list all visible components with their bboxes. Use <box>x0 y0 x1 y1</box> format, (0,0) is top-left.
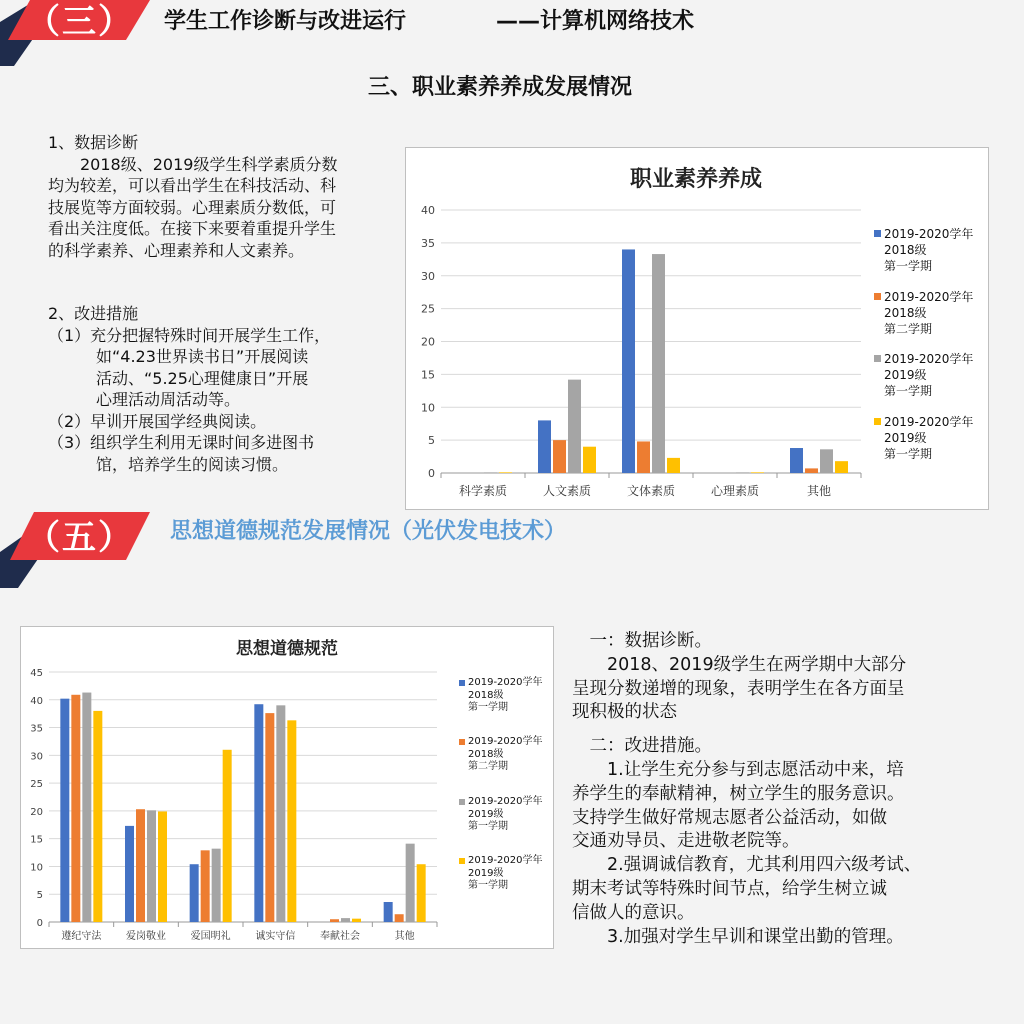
chart1-title: 职业素养养成 <box>629 167 763 192</box>
chart1-bar <box>835 461 848 473</box>
chart1-category-label: 人文素质 <box>542 484 592 498</box>
legend2-1-line-2: 2018级 <box>468 689 504 701</box>
legend-swatch-4 <box>874 418 881 425</box>
right-line-5 <box>572 725 1012 735</box>
chart2-ytick-label: 15 <box>30 834 43 846</box>
heading-diagnosis: 1、数据诊断 <box>48 133 139 152</box>
page-title: 学生工作诊断与改进运行 <box>164 9 407 34</box>
diag-line-1: 2018级、2019级学生科学素质分数 <box>48 154 338 174</box>
measure-line-2: 如“4.23世界读书日”开展阅读 <box>48 347 309 366</box>
legend2-swatch-4 <box>459 858 465 864</box>
chart2-category-label: 爱国明礼 <box>190 931 231 942</box>
chart2-bar <box>341 918 350 922</box>
chart1-ytick-label: 15 <box>421 368 435 382</box>
chart2-ytick-label: 0 <box>36 918 43 929</box>
chart2-bar <box>276 705 285 922</box>
chart2-ytick-label: 45 <box>30 668 43 679</box>
legend-2-line-1: 2019-2020学年 <box>884 290 974 304</box>
chart2-bar <box>190 864 199 922</box>
chart2-ytick-label: 5 <box>36 890 43 902</box>
chart2-bar <box>136 809 145 922</box>
legend2-2-line-2: 2018级 <box>468 748 504 760</box>
diag-line-3: 技展览等方面较弱。心理素质分数低，可 <box>48 197 337 217</box>
legend-1-line-1: 2019-2020学年 <box>884 227 974 241</box>
section-banner-five <box>0 512 150 588</box>
legend-3-line-3: 第一学期 <box>884 384 933 398</box>
chart2-bar <box>395 914 404 922</box>
chart2-bar <box>201 850 210 922</box>
chart2-ytick-label: 30 <box>30 751 43 763</box>
section-banner-top <box>0 0 150 66</box>
chart1-bar <box>637 441 650 473</box>
chart2-bar <box>158 811 167 922</box>
chart1-bar <box>553 440 566 473</box>
chart2-bar <box>93 711 102 922</box>
right-line-1: 一：数据诊断。 <box>572 631 712 651</box>
chart2-bar <box>71 695 80 922</box>
right-line-7: 1.让学生充分参与到志愿活动中来，培 <box>572 759 904 780</box>
chart2-category-label: 遵纪守法 <box>61 931 102 942</box>
section2-title: 思想道德规范发展情况（光伏发电技术） <box>170 519 567 544</box>
left-text-block <box>48 132 408 475</box>
chart1-bar <box>499 472 512 473</box>
chart2-ytick-label: 40 <box>30 695 43 707</box>
chart2-category-label: 诚实守信 <box>255 931 296 942</box>
right-line-4: 现积极的状态 <box>572 702 677 723</box>
chart1-bar <box>751 472 764 473</box>
chart1-bar <box>667 458 680 473</box>
chart2-bar <box>212 849 221 922</box>
chart2-title: 思想道德规范 <box>236 639 338 659</box>
chart-professional-quality <box>405 147 989 510</box>
chart2-bar <box>384 902 393 922</box>
chart2-bar <box>287 720 296 922</box>
chart1-ytick-label: 40 <box>421 204 435 217</box>
chart2-bar <box>82 693 91 922</box>
chart1-bar <box>538 420 551 473</box>
measure-line-1: （1）充分把握特殊时间开展学生工作， <box>48 325 331 345</box>
legend-2-line-3: 第二学期 <box>884 322 933 336</box>
chart2-ytick-label: 20 <box>30 806 43 818</box>
legend2-1-line-1: 2019-2020学年 <box>468 677 543 688</box>
chart1-bar <box>583 447 596 473</box>
legend2-swatch-3 <box>459 799 465 805</box>
legend2-3-line-2: 2019级 <box>468 808 504 820</box>
legend-2-line-2: 2018级 <box>884 306 927 320</box>
chart1-category-label: 科学素质 <box>458 484 508 498</box>
chart1-bar <box>484 472 497 473</box>
legend2-swatch-1 <box>459 680 465 686</box>
chart2-ytick-label: 10 <box>30 862 43 874</box>
right-line-11: 2.强调诚信教育，尤其利用四六级考试、 <box>572 855 922 876</box>
legend2-3-line-1: 2019-2020学年 <box>468 796 543 807</box>
chart2-bar <box>352 919 361 922</box>
chart1-bar <box>820 449 833 473</box>
right-text-block <box>572 630 1012 949</box>
chart2-category-label: 其他 <box>394 931 415 942</box>
measure-line-5: （2）早训开展国学经典阅读。 <box>48 411 267 431</box>
legend-3-line-2: 2019级 <box>884 368 927 382</box>
heading-measures: 2、改进措施 <box>48 304 139 323</box>
section-title: 三、职业素养养成发展情况 <box>367 75 632 100</box>
chart2-bar <box>417 864 426 922</box>
legend-1-line-2: 2018级 <box>884 243 927 257</box>
diag-line-5: 的科学素养、心理素养和人文素养。 <box>48 240 305 260</box>
chart2-bar <box>60 699 69 922</box>
chart2-bar <box>125 826 134 922</box>
chart2-bar <box>147 810 156 922</box>
legend2-4-line-1: 2019-2020学年 <box>468 855 543 866</box>
banner-label-2: （五） <box>26 518 134 558</box>
chart2-ytick-label: 35 <box>30 723 43 735</box>
legend-4-line-2: 2019级 <box>884 431 927 445</box>
chart2-bar <box>254 704 263 922</box>
chart2-category-label: 爱岗敬业 <box>126 931 166 942</box>
measure-line-6: （3）组织学生利用无课时间多进图书 <box>48 433 315 452</box>
chart1-ytick-label: 5 <box>428 434 435 448</box>
right-line-10: 交通劝导员、走进敬老院等。 <box>572 831 800 852</box>
legend2-1-line-3: 第一学期 <box>468 702 508 713</box>
measure-line-7: 馆，培养学生的阅读习惯。 <box>48 454 289 474</box>
legend-4-line-3: 第一学期 <box>884 447 933 461</box>
chart1-bar <box>652 254 665 473</box>
chart1-bar <box>805 468 818 473</box>
legend-swatch-2 <box>874 293 881 300</box>
legend-1-line-3: 第一学期 <box>884 259 933 273</box>
right-line-3: 呈现分数递增的现象，表明学生在各方面呈 <box>572 678 905 699</box>
measure-line-4: 心理活动周活动等。 <box>48 390 241 409</box>
legend2-2-line-3: 第二学期 <box>468 761 508 772</box>
chart1-bar <box>622 249 635 473</box>
legend2-swatch-2 <box>459 739 465 745</box>
right-line-14: 3.加强对学生早训和课堂出勤的管理。 <box>572 926 904 947</box>
chart2-ytick-label: 25 <box>30 779 43 791</box>
chart2-bar <box>223 750 232 922</box>
legend2-3-line-3: 第一学期 <box>468 821 508 832</box>
chart1-category-label: 心理素质 <box>710 484 760 498</box>
chart1-ytick-label: 30 <box>421 269 435 283</box>
right-line-2: 2018、2019级学生在两学期中大部分 <box>572 654 907 675</box>
chart2-svg <box>21 627 553 948</box>
chart1-bar <box>736 472 749 473</box>
chart2-category-label: 奉献社会 <box>320 931 360 942</box>
legend2-2-line-1: 2019-2020学年 <box>468 736 543 747</box>
right-line-13: 信做人的意识。 <box>572 902 695 923</box>
legend2-4-line-3: 第一学期 <box>468 880 508 891</box>
page-subtitle: ——计算机网络技术 <box>496 9 695 34</box>
chart1-ytick-label: 25 <box>421 302 435 316</box>
right-line-6: 二：改进措施。 <box>572 736 712 757</box>
chart1-ytick-label: 35 <box>421 236 435 250</box>
chart1-bar <box>790 448 803 473</box>
banner-label: （三） <box>26 2 134 42</box>
legend-swatch-1 <box>874 230 881 237</box>
chart1-ytick-label: 20 <box>421 335 435 349</box>
chart1-ytick-label: 0 <box>428 467 435 480</box>
legend-swatch-3 <box>874 355 881 362</box>
chart2-bar <box>406 844 415 922</box>
chart2-bar <box>330 919 339 922</box>
right-line-12: 期末考试等特殊时间节点，给学生树立诚 <box>572 878 887 899</box>
right-line-8: 养学生的奉献精神，树立学生的服务意识。 <box>572 783 905 804</box>
legend2-4-line-2: 2019级 <box>468 867 504 879</box>
right-line-9: 支持学生做好常规志愿者公益活动，如做 <box>572 807 887 828</box>
chart1-bar <box>568 380 581 473</box>
legend-3-line-1: 2019-2020学年 <box>884 352 974 366</box>
measure-line-3: 活动、“5.25心理健康日”开展 <box>48 368 309 388</box>
chart2-bar <box>265 713 274 922</box>
diag-line-2: 均为较差，可以看出学生在科技活动、科 <box>48 176 337 195</box>
diag-line-4: 看出关注度低。在接下来要着重提升学生 <box>48 219 337 238</box>
legend-4-line-1: 2019-2020学年 <box>884 415 974 429</box>
chart1-category-label: 其他 <box>806 484 832 498</box>
chart1-category-label: 文体素质 <box>626 484 676 498</box>
chart-moral-standards <box>20 626 554 949</box>
chart1-ytick-label: 10 <box>421 401 435 415</box>
